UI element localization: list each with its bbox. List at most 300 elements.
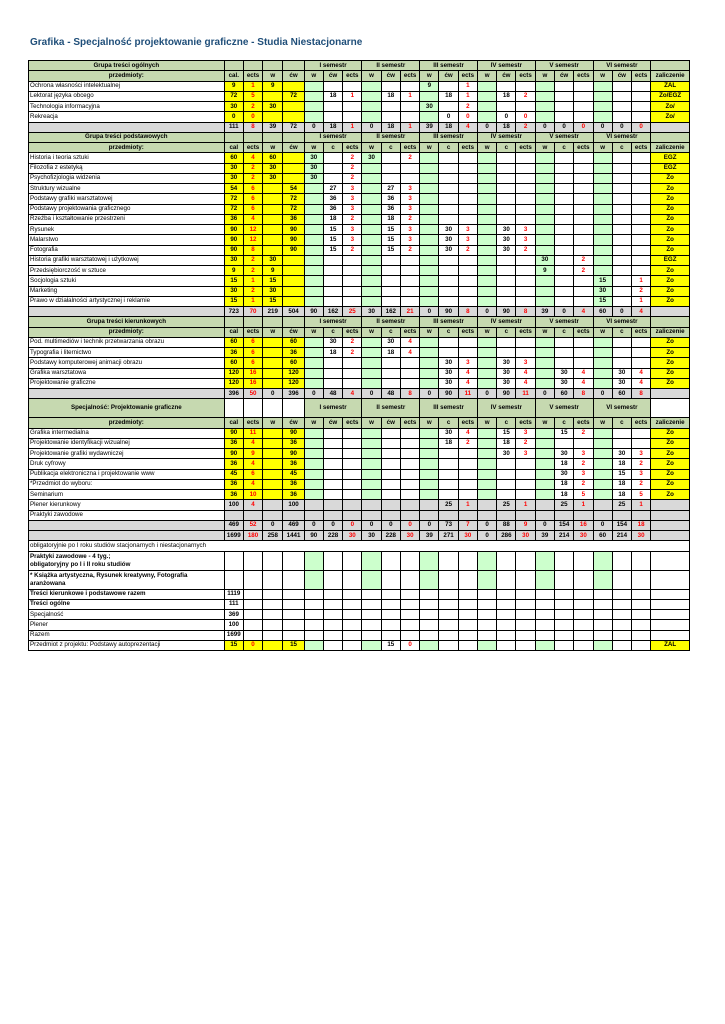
value-cell	[362, 276, 381, 286]
value-cell: 45	[283, 469, 304, 479]
value-cell: 0	[304, 389, 323, 399]
value-cell	[554, 91, 573, 101]
section-header: Specjalność: Projektowanie graficzne	[29, 399, 225, 418]
table-row	[29, 620, 690, 630]
value-cell: 8	[574, 389, 593, 399]
value-cell: 120	[283, 378, 304, 388]
empty-cell	[497, 630, 516, 640]
value-cell: 154	[612, 520, 631, 530]
value-cell	[477, 81, 496, 91]
header-cell: VI semestr	[593, 61, 651, 71]
value-cell	[304, 459, 323, 469]
value-cell	[343, 266, 362, 276]
value-cell	[535, 510, 554, 520]
empty-cell	[574, 551, 593, 570]
value-cell: 0	[632, 122, 651, 132]
value-cell: 30	[224, 102, 243, 112]
value-cell	[497, 286, 516, 296]
value-cell: 4	[516, 378, 535, 388]
empty-cell	[381, 599, 400, 609]
value-cell: 9	[243, 449, 262, 459]
table-row	[29, 630, 690, 640]
value-cell: 4	[574, 378, 593, 388]
value-cell	[362, 235, 381, 245]
value-cell: 15	[263, 276, 283, 286]
value-cell: 60	[263, 153, 283, 163]
empty-cell	[400, 570, 419, 589]
value-cell: 0	[593, 122, 612, 132]
value-cell: 0	[477, 531, 496, 541]
header-cell: V semestr	[535, 317, 593, 327]
value-cell: 120	[283, 368, 304, 378]
header-cell: VI semestr	[593, 317, 651, 327]
empty-cell	[497, 589, 516, 599]
value-cell: 9	[263, 266, 283, 276]
value-cell	[477, 500, 496, 510]
value-cell: 15	[323, 235, 342, 245]
value-cell	[323, 368, 342, 378]
table-row	[29, 184, 690, 194]
header-cell: ects	[343, 327, 362, 337]
header-cell: cal	[224, 143, 243, 153]
empty-cell	[593, 589, 612, 599]
header-cell: III semestr	[420, 61, 478, 71]
empty-cell	[574, 570, 593, 589]
empty-cell	[497, 620, 516, 630]
value-cell	[343, 368, 362, 378]
value-cell	[535, 358, 554, 368]
assessment-cell: Zo	[651, 358, 690, 368]
value-cell	[477, 337, 496, 347]
value-cell	[263, 225, 283, 235]
value-cell	[362, 378, 381, 388]
header-cell: w	[263, 327, 283, 337]
value-cell	[477, 214, 496, 224]
value-cell	[420, 510, 439, 520]
value-cell: 18	[381, 91, 400, 101]
value-cell: 90	[224, 235, 243, 245]
value-cell: 36	[381, 204, 400, 214]
value-cell: 3	[400, 184, 419, 194]
value-cell	[304, 469, 323, 479]
value-cell	[477, 276, 496, 286]
empty-cell	[612, 570, 631, 589]
empty-cell	[632, 610, 651, 620]
header-cell: w	[263, 71, 283, 81]
empty-cell	[535, 599, 554, 609]
value-cell	[343, 490, 362, 500]
value-cell: 1	[243, 296, 262, 306]
value-cell	[497, 153, 516, 163]
value-cell	[516, 286, 535, 296]
value-cell: 0	[323, 520, 342, 530]
value-cell: 258	[263, 531, 283, 541]
value-cell: 1	[458, 500, 477, 510]
value-cell: 15	[323, 245, 342, 255]
value-cell: 2	[343, 163, 362, 173]
empty-cell	[574, 589, 593, 599]
value-cell: 0	[593, 389, 612, 399]
value-cell	[535, 438, 554, 448]
header-cell: w	[593, 327, 612, 337]
value-cell: 162	[381, 307, 400, 317]
value-cell	[593, 459, 612, 469]
empty-cell	[362, 570, 381, 589]
value-cell: 0	[458, 112, 477, 122]
value-cell	[612, 235, 631, 245]
header-cell: w	[593, 418, 612, 428]
value-cell	[304, 368, 323, 378]
empty-cell	[574, 610, 593, 620]
value-cell	[400, 286, 419, 296]
value-cell	[593, 245, 612, 255]
table-row	[29, 551, 690, 570]
value-cell	[263, 500, 283, 510]
value-cell	[362, 255, 381, 265]
value-cell	[323, 459, 342, 469]
value-cell: 60	[224, 337, 243, 347]
value-cell: 1	[632, 500, 651, 510]
value-cell	[497, 469, 516, 479]
assessment-cell: Zo	[651, 194, 690, 204]
value-cell	[343, 469, 362, 479]
value-cell	[593, 368, 612, 378]
subject-name	[29, 389, 225, 399]
value-cell	[535, 91, 554, 101]
value-cell	[400, 438, 419, 448]
value-cell	[439, 153, 458, 163]
subject-name	[29, 122, 225, 132]
value-cell: 2	[632, 479, 651, 489]
value-cell	[420, 204, 439, 214]
value-cell: 30	[497, 225, 516, 235]
value-cell	[323, 640, 342, 650]
value-cell	[263, 510, 283, 520]
value-cell: 30	[535, 255, 554, 265]
value-cell	[323, 490, 342, 500]
value-cell: 3	[458, 358, 477, 368]
value-cell: 120	[224, 368, 243, 378]
value-cell: 5	[243, 91, 262, 101]
value-cell: 25	[343, 307, 362, 317]
note-cell	[29, 570, 225, 589]
value-cell	[477, 449, 496, 459]
empty-cell	[516, 630, 535, 640]
table-row	[29, 235, 690, 245]
value-cell	[574, 81, 593, 91]
value-cell: 15	[224, 640, 243, 650]
header-cell: ects	[343, 418, 362, 428]
value-cell	[304, 225, 323, 235]
value-cell	[535, 102, 554, 112]
value-cell: 2	[516, 122, 535, 132]
section-header: Grupa treści podstawowych	[29, 132, 225, 142]
value-cell: 1	[400, 91, 419, 101]
value-cell: 48	[323, 389, 342, 399]
value-cell	[632, 153, 651, 163]
value-cell	[477, 510, 496, 520]
empty-cell	[612, 610, 631, 620]
value-cell	[400, 112, 419, 122]
assessment-cell: Zo/	[651, 112, 690, 122]
value-cell: 15	[381, 245, 400, 255]
header-cell: ects	[516, 143, 535, 153]
value-cell: 30	[554, 449, 573, 459]
empty-cell	[381, 589, 400, 599]
value-cell	[612, 428, 631, 438]
header-cell: II semestr	[362, 317, 420, 327]
value-cell: 30	[362, 153, 381, 163]
header-cell: w	[420, 327, 439, 337]
header-cell	[263, 61, 283, 71]
value-cell: 2	[632, 459, 651, 469]
empty-cell	[420, 599, 439, 609]
header-cell: ects	[243, 71, 262, 81]
value-cell	[593, 479, 612, 489]
value-cell: 36	[323, 204, 342, 214]
value-cell: 469	[224, 520, 243, 530]
empty-cell	[458, 551, 477, 570]
value-cell	[343, 296, 362, 306]
value-cell	[497, 163, 516, 173]
value-cell	[400, 500, 419, 510]
value-cell	[477, 163, 496, 173]
value-cell	[263, 194, 283, 204]
value-cell: 1	[632, 276, 651, 286]
value-cell	[323, 81, 342, 91]
value-cell: 4	[458, 368, 477, 378]
table-row	[29, 204, 690, 214]
empty-cell	[516, 620, 535, 630]
assessment-cell: Zo	[651, 378, 690, 388]
value-cell	[574, 235, 593, 245]
value-cell	[497, 296, 516, 306]
value-cell: 18	[323, 91, 342, 101]
assessment-cell	[651, 500, 690, 510]
value-cell	[612, 510, 631, 520]
value-cell	[535, 184, 554, 194]
value-cell	[323, 358, 342, 368]
value-cell: 60	[593, 531, 612, 541]
value-cell	[516, 102, 535, 112]
value-cell: 30	[497, 358, 516, 368]
value-cell: 8	[516, 307, 535, 317]
value-cell	[283, 276, 304, 286]
value-cell	[593, 348, 612, 358]
empty-cell	[477, 610, 496, 620]
value-cell: 90	[283, 235, 304, 245]
value-cell	[554, 438, 573, 448]
subject-name: *Przedmiot do wyboru:	[29, 479, 225, 489]
value-cell	[420, 428, 439, 438]
assessment-cell: Zo	[651, 479, 690, 489]
header-cell	[651, 132, 690, 142]
value-cell: 30	[516, 531, 535, 541]
note-line: obligatoryjny po I i II roku studiów	[30, 560, 131, 568]
subject-name: Podstawy grafiki warsztatowej	[29, 194, 225, 204]
value-cell	[362, 358, 381, 368]
subject-name: Psychofizjologia widzenia	[29, 173, 225, 183]
value-cell: 2	[243, 173, 262, 183]
value-cell	[477, 459, 496, 469]
value-cell	[400, 81, 419, 91]
value-cell	[439, 459, 458, 469]
assessment-cell	[651, 307, 690, 317]
value-cell	[593, 163, 612, 173]
value-cell: 0	[593, 520, 612, 530]
value-cell	[362, 490, 381, 500]
assessment-cell: Zo	[651, 276, 690, 286]
value-cell	[632, 112, 651, 122]
value-cell	[612, 640, 631, 650]
value-cell	[420, 469, 439, 479]
value-cell	[554, 235, 573, 245]
value-cell: 1	[343, 122, 362, 132]
value-cell: 30	[593, 286, 612, 296]
value-cell	[263, 91, 283, 101]
value-cell: 30	[400, 531, 419, 541]
value-cell	[593, 91, 612, 101]
value-cell	[362, 184, 381, 194]
header-cell: c	[612, 143, 631, 153]
value-cell: 2	[400, 214, 419, 224]
value-cell	[400, 255, 419, 265]
header-cell: w	[362, 327, 381, 337]
value-cell	[323, 296, 342, 306]
header-cell: ects	[458, 327, 477, 337]
value-cell: 3	[343, 194, 362, 204]
value-cell	[497, 173, 516, 183]
empty-cell	[516, 551, 535, 570]
value-cell: 9	[224, 81, 243, 91]
value-cell: 3	[400, 194, 419, 204]
header-cell: II semestr	[362, 61, 420, 71]
value-cell	[304, 204, 323, 214]
value-cell	[420, 255, 439, 265]
value-cell	[263, 112, 283, 122]
value-cell	[304, 194, 323, 204]
value-cell	[420, 490, 439, 500]
table-row	[29, 459, 690, 469]
value-cell	[574, 91, 593, 101]
value-cell	[381, 173, 400, 183]
value-cell	[400, 449, 419, 459]
value-cell	[497, 479, 516, 489]
assessment-cell: EGZ	[651, 153, 690, 163]
value-cell	[420, 286, 439, 296]
empty-cell	[593, 630, 612, 640]
value-cell	[632, 358, 651, 368]
value-cell	[343, 479, 362, 489]
header-cell: zaliczenie	[651, 418, 690, 428]
empty-cell	[362, 610, 381, 620]
empty-cell	[632, 599, 651, 609]
note-cell: obligatoryjnie po I roku studiów stacjonarnych i niestacjonarnych	[29, 541, 690, 551]
value-cell	[381, 510, 400, 520]
header-cell: ćw	[283, 143, 304, 153]
value-cell: 18	[554, 479, 573, 489]
value-cell: 0	[304, 520, 323, 530]
header-cell: c	[612, 418, 631, 428]
value-cell: 15	[593, 296, 612, 306]
subject-name: Rysunek	[29, 225, 225, 235]
value-cell	[554, 214, 573, 224]
empty-cell	[304, 630, 323, 640]
header-cell	[263, 132, 283, 142]
value-cell	[263, 245, 283, 255]
value-cell	[362, 286, 381, 296]
header-cell: w	[535, 327, 554, 337]
value-cell	[535, 204, 554, 214]
header-cell: ects	[458, 143, 477, 153]
value-cell: 4	[400, 348, 419, 358]
value-cell	[516, 204, 535, 214]
value-cell	[535, 81, 554, 91]
value-cell	[632, 255, 651, 265]
value-cell: 2	[574, 428, 593, 438]
value-cell: 6	[243, 337, 262, 347]
value-cell: 18	[612, 479, 631, 489]
table-row	[29, 81, 690, 91]
value-cell	[497, 194, 516, 204]
value-cell: 4	[574, 307, 593, 317]
empty-cell	[304, 551, 323, 570]
value-cell	[497, 640, 516, 650]
value-cell: 3	[632, 469, 651, 479]
empty-cell	[362, 620, 381, 630]
empty-cell	[651, 620, 690, 630]
header-cell: ćw	[323, 71, 342, 81]
header-cell: ćw	[554, 71, 573, 81]
value-cell	[632, 235, 651, 245]
table-row	[29, 143, 690, 153]
value-cell	[323, 173, 342, 183]
value-cell	[554, 296, 573, 306]
value-cell	[439, 479, 458, 489]
value-cell	[632, 204, 651, 214]
empty-cell	[283, 570, 304, 589]
value-cell	[304, 255, 323, 265]
summary-value: 1699	[224, 630, 243, 640]
empty-cell	[477, 620, 496, 630]
value-cell: 2	[400, 245, 419, 255]
value-cell: 18	[381, 348, 400, 358]
subject-name: Lektorat języka obcego	[29, 91, 225, 101]
value-cell	[554, 245, 573, 255]
header-cell: w	[593, 143, 612, 153]
value-cell	[381, 490, 400, 500]
value-cell	[497, 102, 516, 112]
header-cell: zaliczenie	[651, 143, 690, 153]
subject-name: Historia i teoria sztuki	[29, 153, 225, 163]
value-cell: 8	[458, 307, 477, 317]
value-cell	[477, 490, 496, 500]
value-cell	[535, 276, 554, 286]
value-cell: 0	[439, 112, 458, 122]
value-cell: 2	[243, 102, 262, 112]
value-cell: 30	[439, 225, 458, 235]
header-cell: ćw	[381, 418, 400, 428]
value-cell	[535, 286, 554, 296]
empty-cell	[263, 630, 283, 640]
value-cell	[516, 194, 535, 204]
header-cell: V semestr	[535, 61, 593, 71]
subject-name: Rekreacja	[29, 112, 225, 122]
value-cell	[400, 276, 419, 286]
header-cell: w	[420, 418, 439, 428]
value-cell	[477, 348, 496, 358]
value-cell: 504	[283, 307, 304, 317]
